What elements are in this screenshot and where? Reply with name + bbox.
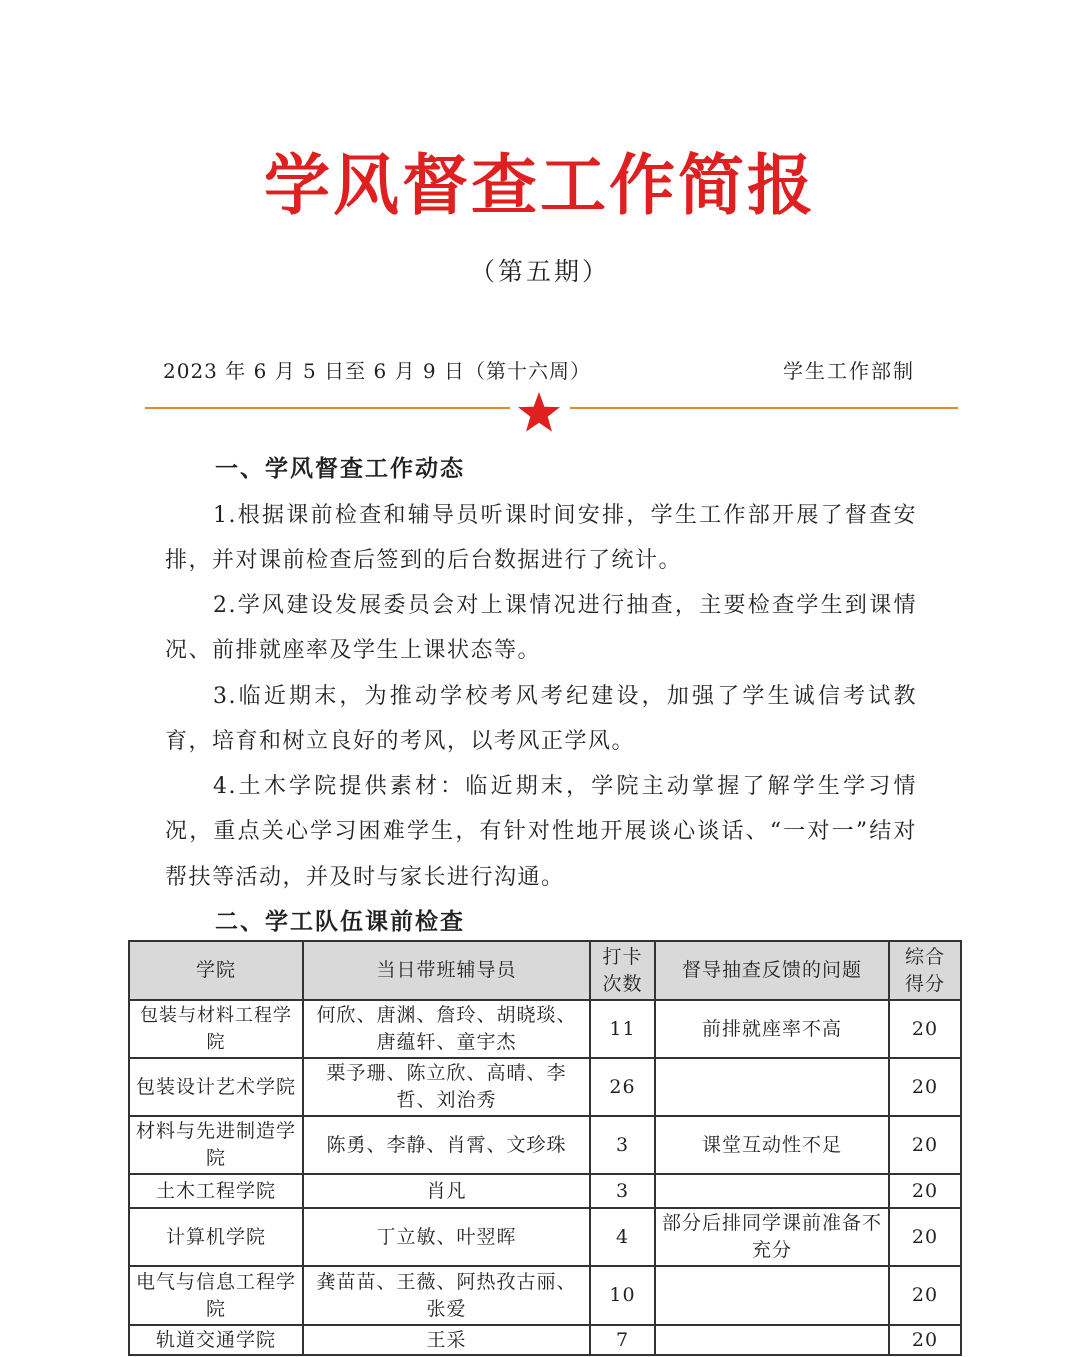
college-cell: 材料与先进制造学院 [129,1116,303,1174]
counselors-cell: 栗予珊、陈立欣、高晴、李哲、刘治秀 [303,1058,590,1116]
issues-cell [655,1058,889,1116]
column-header-issues: 督导抽查反馈的问题 [655,941,889,1000]
table-row [129,1000,961,1058]
header-divider-right [570,407,958,409]
issues-cell [655,1325,889,1355]
checkins-cell: 3 [590,1174,655,1208]
table-row [129,1058,961,1116]
header-divider-left [145,407,510,409]
issues-cell: 课堂互动性不足 [655,1116,889,1174]
checkins-cell: 7 [590,1325,655,1355]
table-row [129,1325,961,1355]
section-heading-checks: 二、学工队伍课前检查 [215,908,465,935]
counselors-cell: 陈勇、李静、肖霄、文珍珠 [303,1116,590,1174]
section-heading-dynamics: 一、学风督查工作动态 [215,455,465,482]
college-cell: 计算机学院 [129,1208,303,1266]
counselors-cell: 王采 [303,1325,590,1355]
column-header-checkins: 打卡次数 [590,941,655,1000]
date-range: 2023 年 6 月 5 日至 6 月 9 日（第十六周） [163,359,592,383]
college-cell: 轨道交通学院 [129,1325,303,1355]
table-row [129,1266,961,1325]
pre-class-check-table [128,940,962,1356]
score-cell: 20 [889,1208,961,1266]
issues-cell [655,1266,889,1325]
counselors-cell: 肖凡 [303,1174,590,1208]
college-cell: 包装设计艺术学院 [129,1058,303,1116]
column-header-score: 综合得分 [889,941,961,1000]
counselors-cell: 丁立敏、叶翌晖 [303,1208,590,1266]
counselors-cell: 何欣、唐渊、詹玲、胡晓琰、唐蕴轩、童宇杰 [303,1000,590,1058]
red-star-icon [516,390,562,436]
column-header-counselors: 当日带班辅导员 [303,941,590,1000]
paragraph-1: 1.根据课前检查和辅导员听课时间安排，学生工作部开展了督查安排，并对课前检查后签到的后台数据进行了统计。 [165,503,917,574]
table-row [129,1174,961,1208]
table-header-row [129,941,961,1000]
checkins-cell: 4 [590,1208,655,1266]
paragraph-3: 3.临近期末，为推动学校考风考纪建设，加强了学生诚信考试教育，培育和树立良好的考风，以考风正学风。 [165,684,917,755]
college-cell: 包装与材料工程学院 [129,1000,303,1058]
checkins-cell: 3 [590,1116,655,1174]
score-cell: 20 [889,1174,961,1208]
issuing-department: 学生工作部制 [783,359,915,383]
score-cell: 20 [889,1116,961,1174]
counselors-cell: 龚苗苗、王薇、阿热孜古丽、张爱 [303,1266,590,1325]
college-cell: 土木工程学院 [129,1174,303,1208]
score-cell: 20 [889,1325,961,1355]
report-title: 学风督查工作简报 [264,146,816,224]
checkins-cell: 11 [590,1000,655,1058]
score-cell: 20 [889,1058,961,1116]
table-row [129,1208,961,1266]
paragraph-4: 4.土木学院提供素材：临近期末，学院主动掌握了解学生学习情况，重点关心学习困难学生，有针对性地开展谈心谈话、“一对一”结对帮扶等活动，并及时与家长进行沟通。 [165,774,917,890]
paragraph-2: 2.学风建设发展委员会对上课情况进行抽查，主要检查学生到课情况、前排就座率及学生上课状态等。 [165,593,917,664]
checkins-cell: 26 [590,1058,655,1116]
college-cell: 电气与信息工程学院 [129,1266,303,1325]
issues-cell [655,1174,889,1208]
score-cell: 20 [889,1000,961,1058]
checkins-cell: 10 [590,1266,655,1325]
issues-cell: 前排就座率不高 [655,1000,889,1058]
issue-number: （第五期） [469,257,610,286]
score-cell: 20 [889,1266,961,1325]
column-header-college: 学院 [129,941,303,1000]
table-row [129,1116,961,1174]
issues-cell: 部分后排同学课前准备不充分 [655,1208,889,1266]
